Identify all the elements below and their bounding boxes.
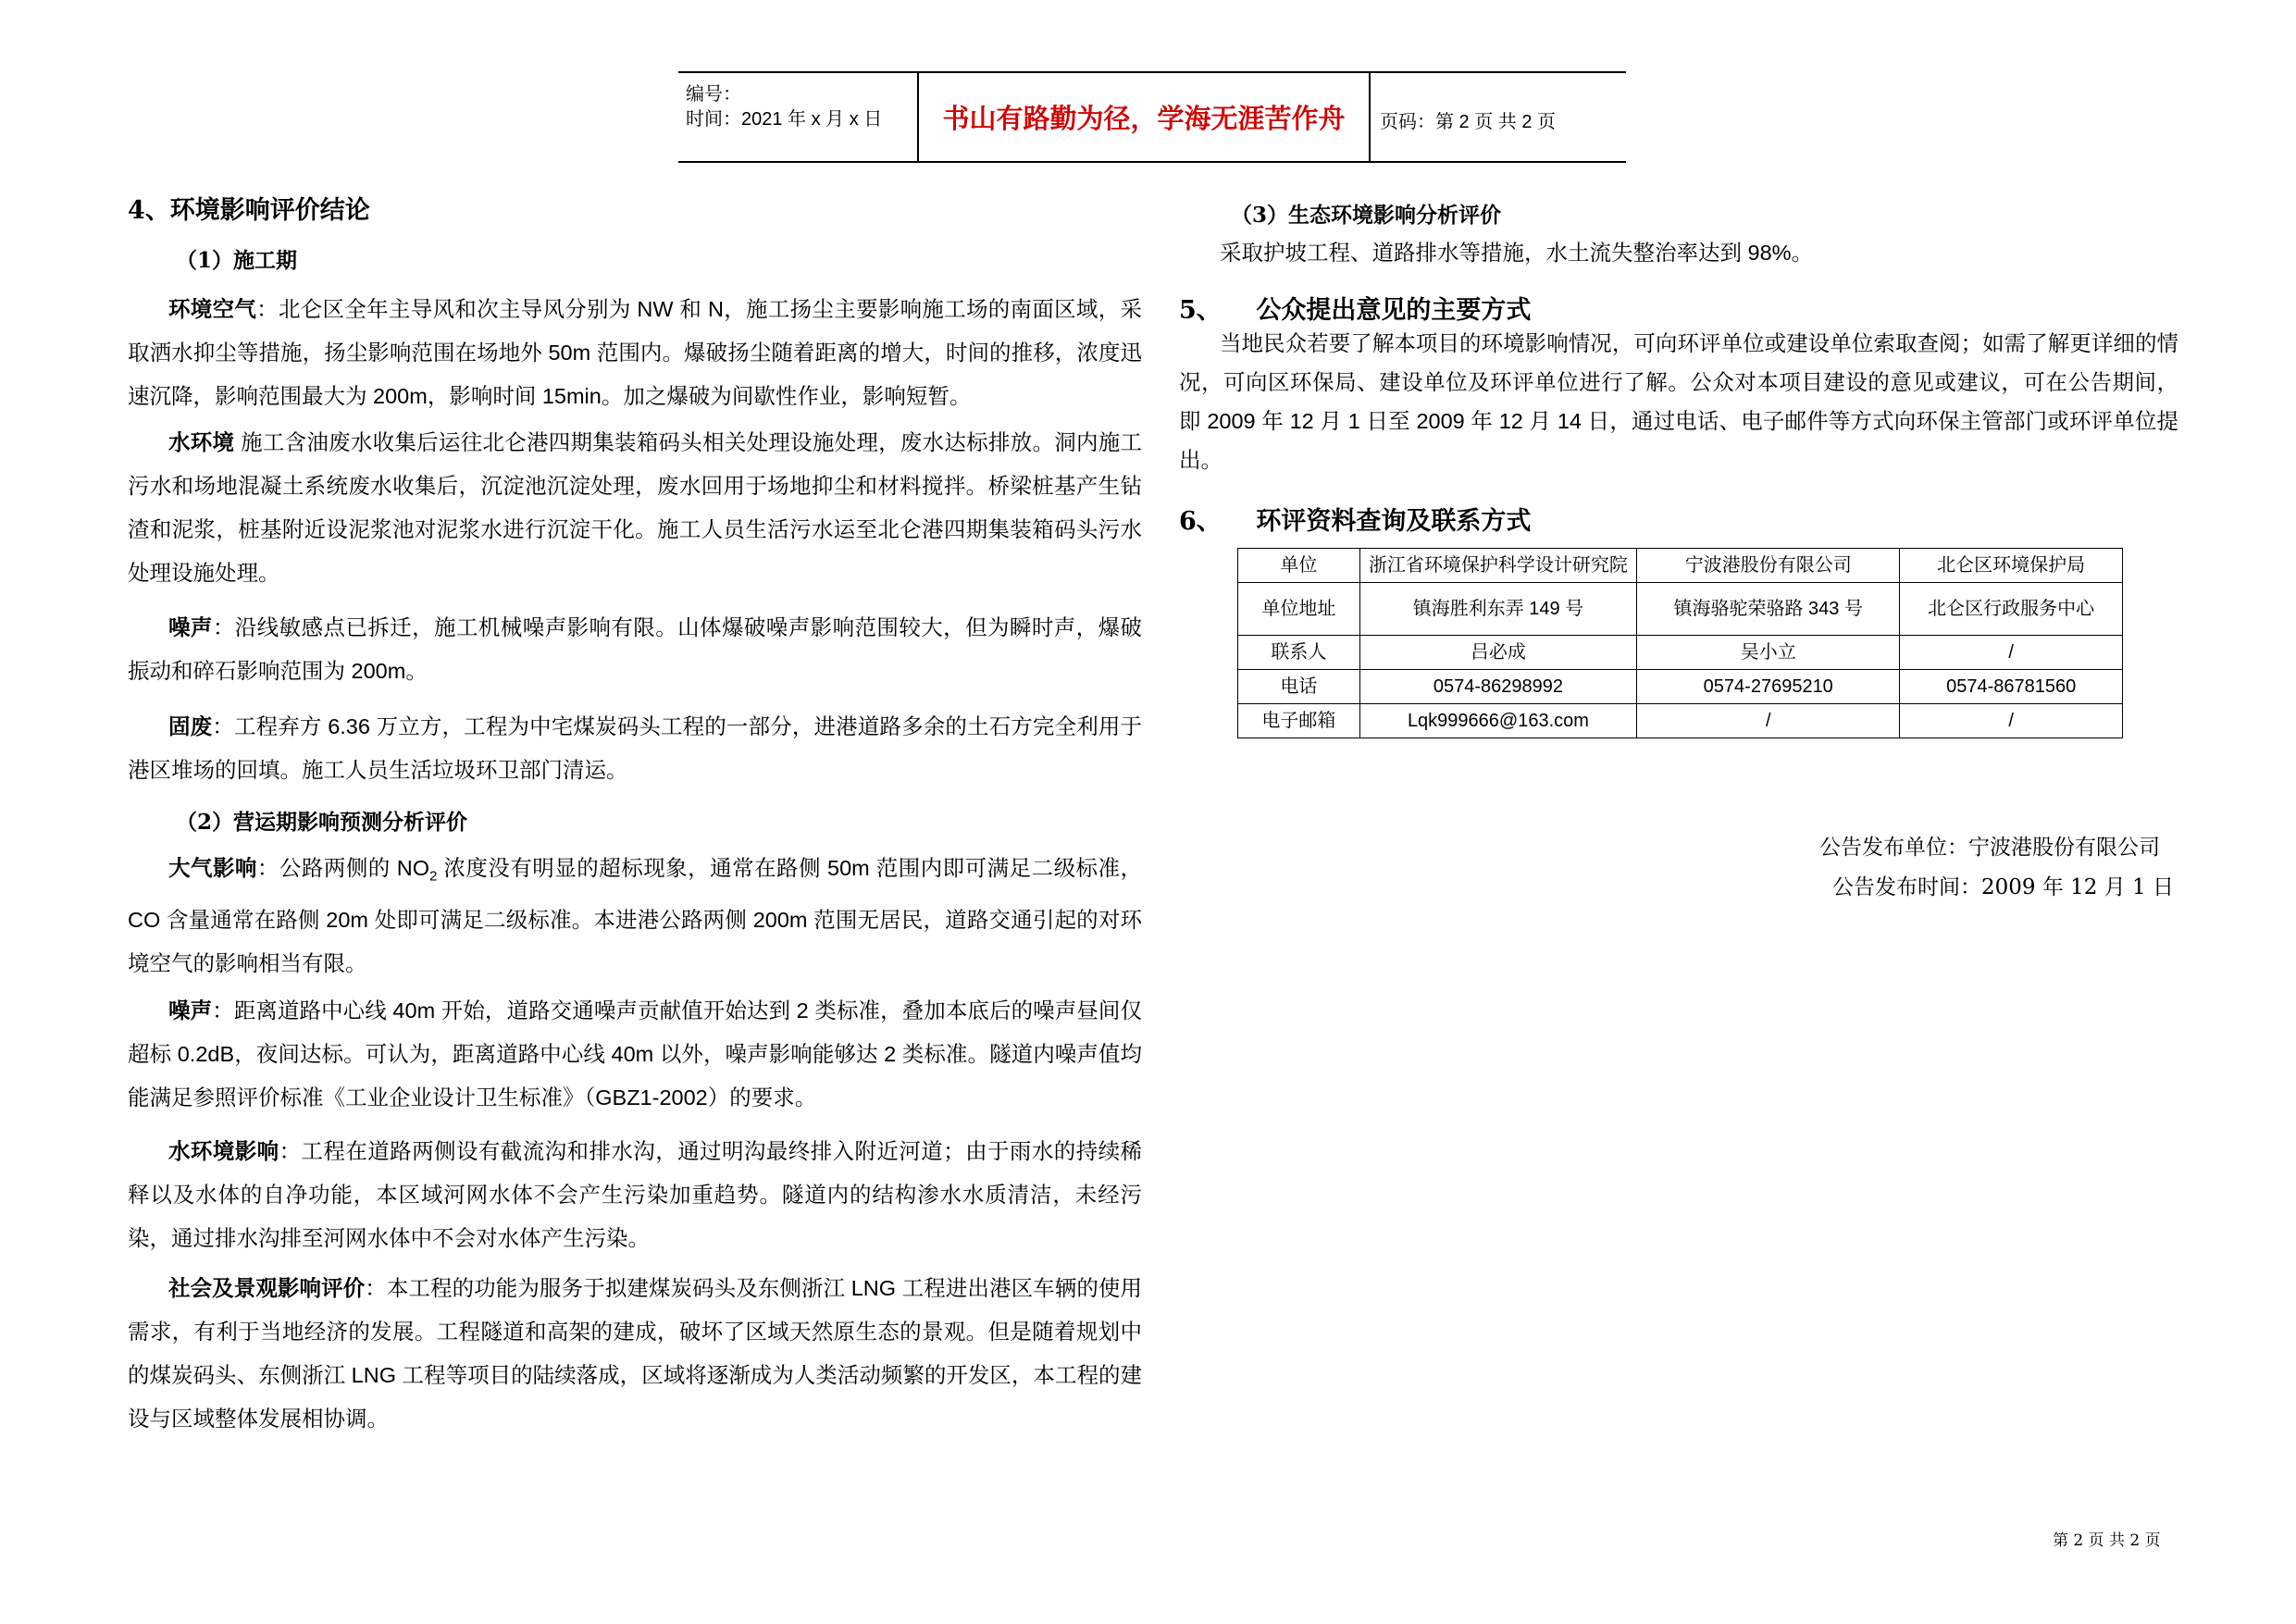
header-page-label: 页码：第 2 页 共 2 页: [1380, 112, 1557, 132]
table-row: [1238, 583, 2123, 636]
section-5-title: 5、 公众提出意见的主要方式: [1179, 296, 1532, 325]
section-6-title: 6、 环评资料查询及联系方式: [1179, 507, 1532, 536]
table-cell: /: [1900, 704, 2123, 738]
table-cell: 单位地址: [1238, 583, 1360, 636]
table-cell: 浙江省环境保护科学设计研究院: [1359, 549, 1636, 583]
text-noise-operation: ：距离道路中心线 40m 开始，道路交通噪声贡献值开始达到 2 类标准，叠加本底后的噪声昼间仅超标 0.2dB，夜间达标。可认为，距离道路中心线 40m 以外，噪声影响能够达 2 类标准。隧道内噪声值均能满足参照评价标准《工业企业设计卫生标准》（GBZ1-2002）的要求。: [128, 998, 1143, 1110]
table-cell: 单位: [1238, 549, 1360, 583]
text-solid: ：工程弃方 6.36 万立方，工程为中宅煤炭码头工程的一部分，进港道路多余的土石方完全利用于港区堆场的回填。施工人员生活垃圾环卫部门清运。: [128, 714, 1143, 782]
header-meta: [678, 73, 917, 161]
label-atmosphere: 大气影响: [168, 856, 257, 880]
table-cell: /: [1637, 704, 1900, 738]
paragraph-water-operation: [128, 1130, 1142, 1260]
text-noise: ：沿线敏感点已拆迁，施工机械噪声影响有限。山体爆破噪声影响范围较大，但为瞬时声，爆破振动和碎石影响范围为 200m。: [128, 615, 1143, 683]
table-cell: 0574-86781560: [1900, 670, 2123, 704]
table-row: [1238, 670, 2123, 704]
table-cell: 宁波港股份有限公司: [1637, 549, 1900, 583]
table-row: [1238, 549, 2123, 583]
table-row: [1238, 636, 2123, 670]
text-atmosphere-b: 浓度没有明显的超标现象，通常在路侧 50m 范围内即可满足二级标准，CO 含量通常在路侧 20m 处即可满足二级标准。本进港公路两侧 200m 范围无居民，道路交通引起的对环境空气的影响相当有限。: [128, 856, 1142, 975]
paragraph-noise-operation: [128, 989, 1142, 1120]
paragraph-atmosphere: [128, 847, 1142, 986]
table-cell: 联系人: [1238, 636, 1360, 670]
text-water-operation: ：工程在道路两侧设有截流沟和排水沟，通过明沟最终排入附近河道；由于雨水的持续稀释以及水体的自净功能，本区域河网水体不会产生污染加重趋势。隧道内的结构渗水水质清洁，未经污染，通过排水沟排至河网水体中不会对水体产生污染。: [128, 1139, 1142, 1250]
table-cell: 吴小立: [1637, 636, 1900, 670]
paragraph-air: [128, 288, 1142, 418]
subsection-construction: （1）施工期: [176, 248, 298, 273]
paragraph-social: [128, 1267, 1142, 1441]
subsection-ecology: （3）生态环境影响分析评价: [1231, 203, 1502, 228]
text-social: ：本工程的功能为服务于拟建煤炭码头及东侧浙江 LNG 工程进出港区车辆的使用需求，有利于当地经济的发展。工程隧道和高架的建成，破坏了区域天然原生态的景观。但是随着规划中的煤炭码头、东侧浙江 LNG 工程等项目的陆续落成，区域将逐渐成为人类活动频繁的开发区，本工程的建设与区域整体发展相协调。: [128, 1276, 1142, 1431]
table-cell: 电话: [1238, 670, 1360, 704]
table-cell: 镇海胜利东弄 149 号: [1359, 583, 1636, 636]
publish-unit: 公告发布单位：宁波港股份有限公司: [1819, 836, 2160, 860]
label-water-operation: 水环境影响: [168, 1139, 279, 1163]
number-label: 编号：: [686, 84, 741, 105]
table-cell: 北仑区环境保护局: [1900, 549, 2123, 583]
publish-time: 公告发布时间：2009 年 12 月 1 日: [1832, 875, 2174, 899]
paragraph-public-opinion: 当地民众若要了解本项目的环境影响情况，可向环评单位或建设单位索取查阅；如需了解更详细的情况，可向区环保局、建设单位及环评单位进行了解。公众对本项目建设的意见或建议，可在公告期间，即 2009 年 12 月 1 日至 2009 年 12 月 14 日，通过电话、电子邮件等方式向环保主管部门或环评单位提出。: [1179, 331, 2178, 472]
label-noise: 噪声: [168, 615, 213, 639]
paragraph-water: [128, 421, 1142, 595]
table-cell: 0574-86298992: [1359, 670, 1636, 704]
table-row: [1238, 704, 2123, 738]
table-cell: 北仑区行政服务中心: [1900, 583, 2123, 636]
section-4-title: 4、环境影响评价结论: [128, 196, 370, 225]
time-label: 时间：2021 年 x 月 x 日: [686, 109, 883, 130]
contact-table: [1237, 548, 2123, 738]
subsection-operation: （2）营运期影响预测分析评价: [176, 810, 468, 835]
header-motto: 书山有路勤为径，学海无涯苦作舟: [917, 73, 1371, 161]
table-cell: 镇海骆驼荣骆路 343 号: [1637, 583, 1900, 636]
table-cell: 电子邮箱: [1238, 704, 1360, 738]
label-air: 环境空气: [168, 297, 257, 321]
page-header: [678, 71, 1626, 163]
table-cell: 吕必成: [1359, 636, 1636, 670]
label-noise-operation: 噪声: [168, 998, 213, 1023]
table-cell: 0574-27695210: [1637, 670, 1900, 704]
no2-subscript: 2: [429, 868, 438, 885]
label-social: 社会及景观影响评价: [168, 1276, 366, 1300]
footer-page-number: 第 2 页 共 2 页: [2053, 1531, 2161, 1550]
label-water: 水环境: [168, 430, 235, 454]
text-air: ：北仑区全年主导风和次主导风分别为 NW 和 N，施工扬尘主要影响施工场的南面区域，采取洒水抑尘等措施，扬尘影响范围在场地外 50m 范围内。爆破扬尘随着距离的增大，时间的推移，浓度迅速沉降，影响范围最大为 200m，影响时间 15min。加之爆破为间歇性作业，影响短暂。: [128, 297, 1142, 408]
text-atmosphere-a: ：公路两侧的 NO: [256, 856, 430, 880]
table-cell: Lqk999666@163.com: [1359, 704, 1636, 738]
table-cell: /: [1900, 636, 2123, 670]
paragraph-solid: [128, 705, 1142, 792]
paragraph-noise: [128, 606, 1142, 693]
contact-table-body: [1238, 549, 2123, 738]
paragraph-ecology: 采取护坡工程、道路排水等措施，水土流失整治率达到 98%。: [1220, 241, 1814, 265]
text-water: 施工含油废水收集后运往北仑港四期集装箱码头相关处理设施处理，废水达标排放。洞内施工污水和场地混凝土系统废水收集后，沉淀池沉淀处理，废水回用于场地抑尘和材料搅拌。桥梁桩基产生钻渣和泥浆，桩基附近设泥浆池对泥浆水进行沉淀干化。施工人员生活污水运至北仑港四期集装箱码头污水处理设施处理。: [128, 430, 1143, 585]
label-solid: 固废: [168, 714, 213, 738]
